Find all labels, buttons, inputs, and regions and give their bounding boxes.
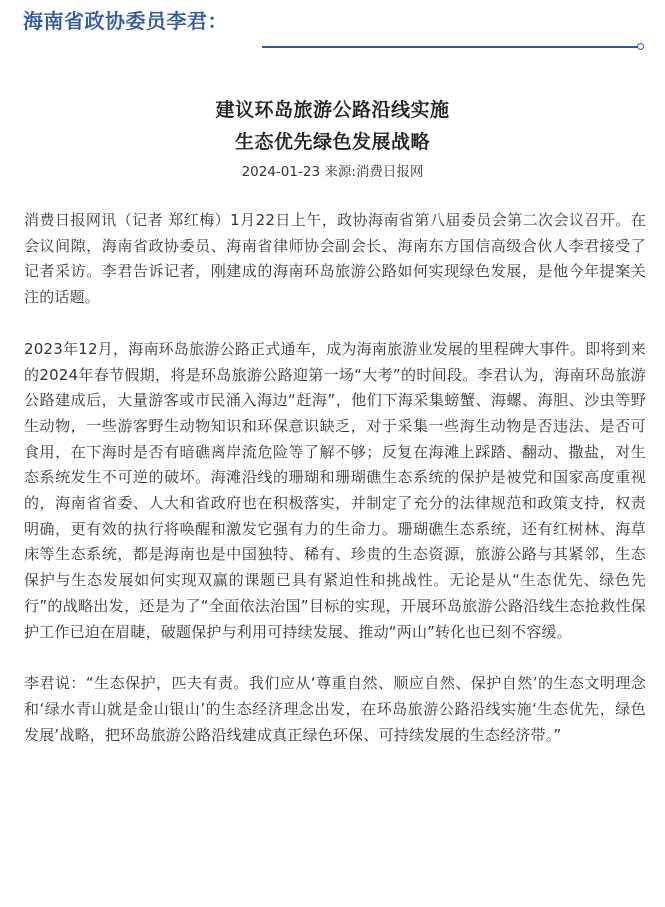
paragraph: 李君说：“生态保护，匹夫有责。我们应从‘尊重自然、顺应自然、保护自然’的生态文明理念和‘绿水青山就是金山银山’的生态经济理念出发，在环岛旅游公路沿线实施‘生态优先，绿色发展’战略，把环岛旅游公路沿线建成真正绿色环保、可持续发展的生态经济带。” <box>24 674 646 744</box>
headline-line-1: 建议环岛旅游公路沿线实施 <box>215 99 450 121</box>
paragraph: 2023年12月，海南环岛旅游公路正式通车，成为海南旅游业发展的里程碑大事件。即将到来的2024年春节假期，将是环岛旅游公路迎第一场“大考”的时间段。李君认为，海南环岛旅游公路建成后，大量游客或市民涌入海边“赶海”，他们下海采集螃蟹、海螺、海胆、沙虫等野生动物，一些游客野生动物知识和环保意识缺乏，对于采集一些海生动物是否违法、是否可食用，在下海时是否有暗礁离岸流危险等了解不够；反复在海滩上踩踏、翻动、撒盐，对生态系统发生不可逆的破坏。海滩沿线的珊瑚和珊瑚礁生态系统的保护是被党和国家高度重视的，海南省省委、人大和省政府也在积极落实，并制定了充分的法律规范和政策支持，权责明确，更有效的执行将唤醒和激发它强有力的生命力。珊瑚礁生态系统，还有红树林、海草床等生态系统，都是海南也是中国独特、稀有、珍贵的生态资源，旅游公路与其紧邻，生态保护与生态发展如何实现双赢的课题已具有紧迫性和挑战性。无论是从“生态优先、绿色先行”的战略出发，还是为了“全面依法治国”目标的实现，开展环岛旅游公路沿线生态抢救性保护工作已迫在眉睫，破题保护与利用可持续发展、推动“两山”转化也已刻不容缓。 <box>24 339 646 641</box>
header-divider <box>262 46 638 48</box>
header-title: 海南省政协委员李君： <box>23 9 228 33</box>
article-meta <box>0 160 665 180</box>
article-source: 来源:消费日报网 <box>324 164 424 180</box>
article-headline <box>0 94 665 158</box>
article-date: 2024-01-23 <box>241 164 321 180</box>
paragraph: 消费日报网讯（记者 郑红梅）1月22日上午，政协海南省第八届委员会第二次会议召开。在会议间隙，海南省政协委员、海南省律师协会副会长、海南东方国信高级合伙人李君接受了记者采访。李君告诉记者，刚建成的海南环岛旅游公路如何实现绿色发展，是他今年提案关注的话题。 <box>24 211 646 307</box>
article-body <box>24 208 646 774</box>
headline-line-2: 生态优先绿色发展战略 <box>234 131 430 153</box>
page-header <box>0 0 665 62</box>
header-divider-dot <box>637 43 644 50</box>
